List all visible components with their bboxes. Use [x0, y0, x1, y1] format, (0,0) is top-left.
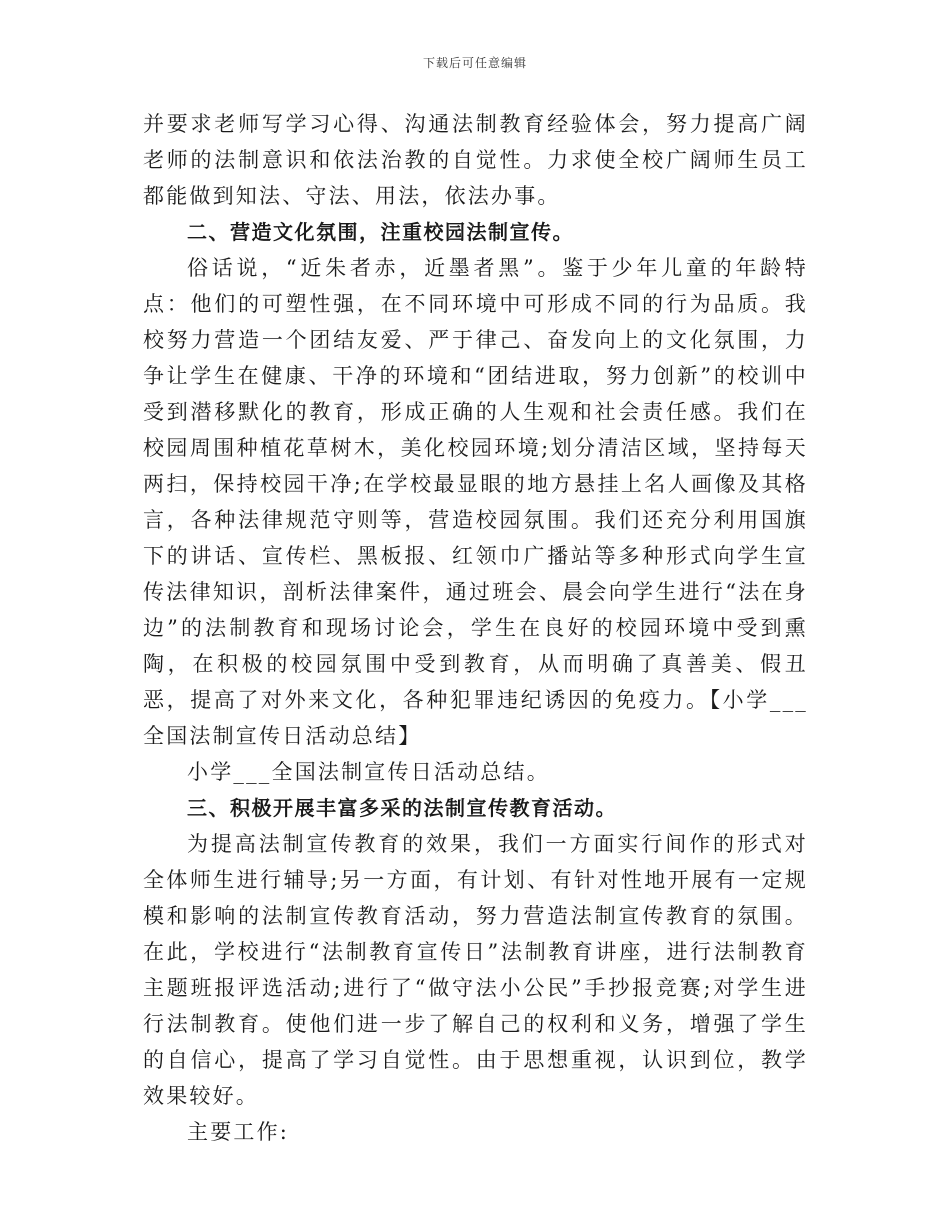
section-heading-3: 三、积极开展丰富多采的法制宣传教育活动。 [187, 796, 617, 820]
paragraph-main-work: 主要工作: [187, 1120, 290, 1144]
paragraph-summary-title: 小学___全国法制宣传日活动总结。 [187, 760, 550, 784]
paragraph-activities: 为提高法制宣传教育的效果，我们一方面实行间作的形式对全体师生进行辅导;另一方面，有计划、有针对性地开展有一定规模和影响的法制宣传教育活动，努力营造法制宣传教育的氛围。在此，学校进行“法制教育宣传日”法制教育讲座，进行法制教育主题班报评选活动;进行了“做守法小公民”手抄报竞赛;对学生进行法制教育。使他们进一步了解自己的权利和义务，增强了学生的自信心，提高了学习自觉性。由于思想重视，认识到位，教学效果较好。 [143, 832, 808, 1108]
paragraph-culture: 俗话说，“近朱者赤，近墨者黑”。鉴于少年儿童的年龄特点：他们的可塑性强，在不同环境中可形成不同的行为品质。我校努力营造一个团结友爱、严于律己、奋发向上的文化氛围，力争让学生在健康、干净的环境和“团结进取，努力创新”的校训中受到潜移默化的教育，形成正确的人生观和社会责任感。我们在校园周围种植花草树木，美化校园环境;划分清洁区域，坚持每天两扫，保持校园干净;在学校最显眼的地方悬挂上名人画像及其格言，各种法律规范守则等，营造校园氛围。我们还充分利用国旗下的讲话、宣传栏、黑板报、红领巾广播站等多种形式向学生宣传法律知识，剖析法律案件，通过班会、晨会向学生进行“法在身边”的法制教育和现场讨论会，学生在良好的校园环境中受到熏陶，在积极的校园氛围中受到教育，从而明确了真善美、假丑恶，提高了对外来文化，各种犯罪违纪诱因的免疫力。【小学___全国法制宣传日活动总结】 [143, 256, 808, 748]
page-header: 下载后可任意编辑 [422, 56, 527, 70]
section-heading-2: 二、营造文化氛围，注重校园法制宣传。 [187, 220, 574, 244]
document-body [143, 106, 808, 1150]
paragraph-intro: 并要求老师写学习心得、沟通法制教育经验体会，努力提高广阔老师的法制意识和依法治教的自觉性。力求使全校广阔师生员工都能做到知法、守法、用法，依法办事。 [143, 112, 808, 208]
